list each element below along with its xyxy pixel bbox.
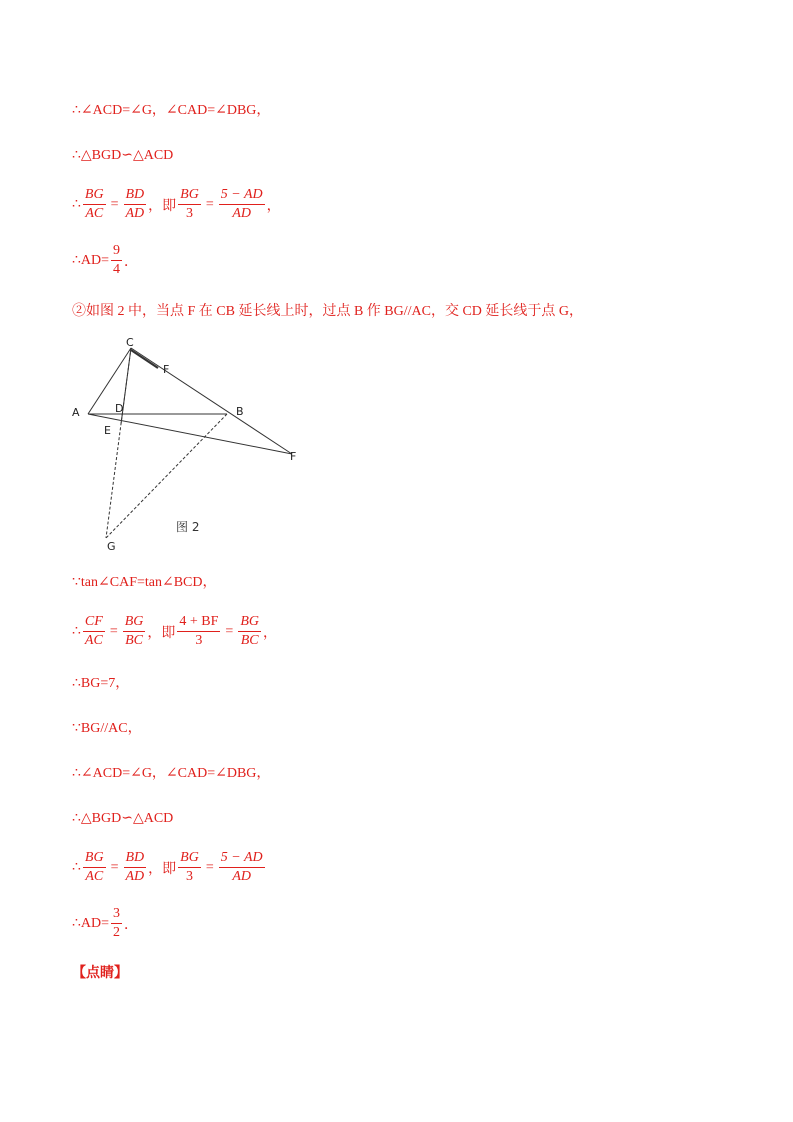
section-heading: 【点睛】 xyxy=(72,965,128,981)
formula-end: ． xyxy=(124,254,139,270)
fraction: $\frac{CF}{AC}$ xyxy=(84,614,103,648)
formula-mid: ，即 xyxy=(148,198,177,214)
fraction: $\frac{BG}{3}$ xyxy=(180,187,199,221)
fraction: $\frac{BG}{BC}$ xyxy=(124,614,144,648)
label-f: F xyxy=(290,450,297,463)
label-g: G xyxy=(107,540,116,553)
label-d: D xyxy=(115,402,124,415)
formula-mid: ，即 xyxy=(148,861,177,877)
formula-line-13 xyxy=(72,907,138,940)
formula-prefix: ∴ xyxy=(72,860,81,875)
formula-prefix: ∴ xyxy=(72,197,81,212)
segment-cf-bold xyxy=(131,350,158,368)
formula-line-12: ∴ $\frac{BG}{AC}$ = $\frac{BD}{AD}$ ，即 $\frac{BG}{3}$ = $\frac{5 - AD}{AD}$ xyxy=(72,850,263,884)
label-a: A xyxy=(72,406,80,419)
formula-prefix: ∴AD= xyxy=(72,253,110,268)
text-line-5: ②如图 2 中，当点 F 在 CB 延长线上时，过点 B 作 BG//AC，交 CD 延长线于点 G， xyxy=(72,304,584,319)
text-line-11: ∴△BGD∽△ACD xyxy=(72,811,174,826)
text-line-9: ∵BG//AC， xyxy=(72,721,142,736)
fraction: $\frac{BG}{AC}$ xyxy=(84,850,104,884)
segment-bg-dashed xyxy=(106,414,227,538)
label-e: E xyxy=(104,424,111,437)
text-line-10: ∴∠ACD=∠G，∠CAD=∠DBG， xyxy=(72,766,271,781)
formula-end: ， xyxy=(266,198,281,214)
text-line-8: ∴BG=7， xyxy=(72,676,130,691)
fraction: $\frac{BD}{AD}$ xyxy=(125,187,145,221)
formula-prefix: ∴AD= xyxy=(72,916,110,931)
formula-line-7: ∴ $\frac{CF}{AC}$ = $\frac{BG}{BC}$ ，即 $\frac{4 + BF}{3}$ = $\frac{BG}{BC}$ ， xyxy=(72,614,277,648)
formula-prefix: ∴ xyxy=(72,624,81,639)
formula-line-3: ∴ $\frac{BG}{AC}$ = $\frac{BD}{AD}$ ，即 $\frac{BG}{3}$ = $\frac{5 - AD}{AD}$ ， xyxy=(72,187,281,221)
text-line-2: ∴△BGD∽△ACD xyxy=(72,148,174,163)
label-c: C xyxy=(126,336,134,349)
fraction: $\frac{9}{4}$ xyxy=(113,243,121,277)
fraction: $\frac{4 + BF}{3}$ xyxy=(179,614,219,648)
formula-end: ， xyxy=(263,625,277,641)
fraction: $\frac{BD}{AD}$ xyxy=(125,850,145,884)
fraction: $\frac{5 - AD}{AD}$ xyxy=(220,850,263,884)
figure-caption: 图 2 xyxy=(176,520,200,534)
formula-mid: ，即 xyxy=(147,625,176,641)
fraction: $\frac{BG}{BC}$ xyxy=(240,614,259,648)
fraction: $\frac{5 - AD}{AD}$ xyxy=(220,187,263,221)
fraction: $\frac{BG}{AC}$ xyxy=(84,187,104,221)
formula-line-4 xyxy=(72,244,138,277)
label-f-top: F xyxy=(163,363,170,376)
fraction: $\frac{3}{2}$ xyxy=(113,906,121,940)
formula-end: ． xyxy=(124,917,139,933)
fraction: $\frac{BG}{3}$ xyxy=(180,850,199,884)
label-b: B xyxy=(236,405,244,418)
segment-ac xyxy=(88,348,131,414)
geometry-figure xyxy=(60,330,320,560)
text-line-6: ∵tan∠CAF=tan∠BCD， xyxy=(72,575,217,590)
text-line-1: ∴∠ACD=∠G，∠CAD=∠DBG， xyxy=(72,103,271,118)
